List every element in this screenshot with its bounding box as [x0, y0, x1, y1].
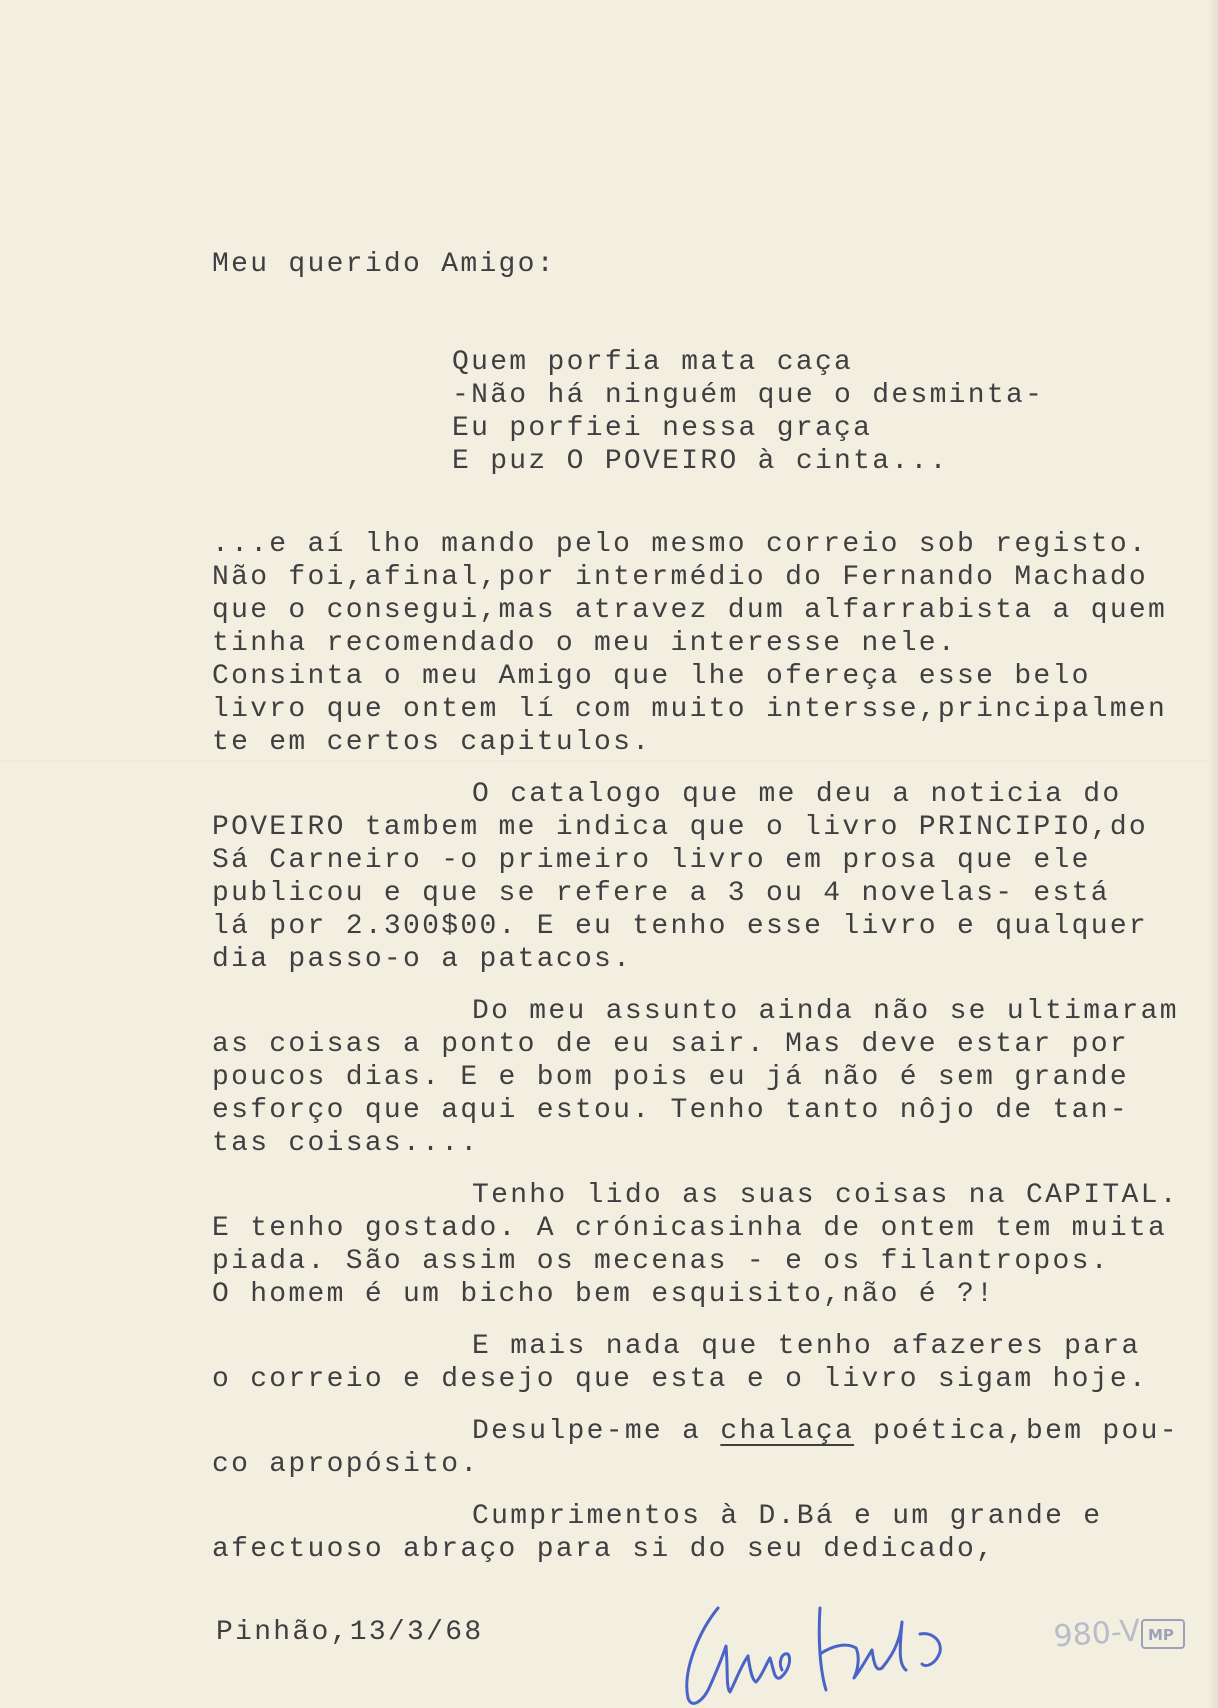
text-line: publicou e que se refere a 3 ou 4 novelas- está — [212, 878, 1110, 909]
text-line: co apropósito. — [212, 1449, 480, 1480]
text-line: E tenho gostado. A crónicasinha de ontem tem muita — [212, 1213, 1168, 1244]
verse-line: Eu porfiei nessa graça — [452, 413, 873, 444]
text-line: dia passo-o a patacos. — [212, 944, 633, 975]
text-line: O homem é um bicho bem esquisito,não é ?! — [212, 1279, 996, 1310]
text-line: Consinta o meu Amigo que lhe ofereça esse belo — [212, 661, 1091, 692]
text-line: tinha recomendado o meu interesse nele. — [212, 628, 958, 659]
text-line: te em certos capitulos. — [212, 727, 652, 758]
text-line: piada. São assim os mecenas - e os filantropos. — [212, 1246, 1110, 1277]
text-line: Do meu assunto ainda não se ultimaram — [472, 996, 1179, 1027]
text-line: Sá Carneiro -o primeiro livro em prosa que ele — [212, 845, 1091, 876]
text-line: tas coisas.... — [212, 1128, 480, 1159]
text-line — [472, 1415, 1179, 1448]
text-line: lá por 2.300$00. E eu tenho esse livro e qualquer — [212, 911, 1149, 942]
verse-line: E puz O POVEIRO à cinta... — [452, 446, 949, 477]
greeting: Meu querido Amigo: — [212, 249, 556, 280]
verse-line: -Não há ninguém que o desminta- — [452, 380, 1045, 411]
text-line: Não foi,afinal,por intermédio do Fernando Machado — [212, 562, 1149, 593]
paper-edge — [1208, 0, 1218, 1708]
text-line: POVEIRO tambem me indica que o livro PRINCIPIO,do — [212, 812, 1149, 843]
fold-crease — [0, 760, 1218, 762]
verse-line: Quem porfia mata caça — [452, 347, 854, 378]
text-line: O catalogo que me deu a noticia do — [472, 779, 1122, 810]
stamp-label: MP — [1148, 1626, 1174, 1644]
text-segment: poética,bem pou- — [854, 1416, 1179, 1447]
text-line: Tenho lido as suas coisas na CAPITAL. — [472, 1180, 1179, 1211]
pencil-number: 980-V — [1052, 1613, 1142, 1655]
text-line: livro que ontem lí com muito intersse,principalmen — [212, 694, 1168, 725]
text-line: esforço que aqui estou. Tenho tanto nôjo de tan- — [212, 1095, 1129, 1126]
underlined-word: chalaça — [720, 1416, 855, 1447]
text-segment: Desulpe-me a — [472, 1416, 721, 1447]
archive-mark — [1050, 1600, 1210, 1670]
text-line: ...e aí lho mando pelo mesmo correio sob registo. — [212, 529, 1149, 560]
text-line: afectuoso abraço para si do seu dedicado, — [212, 1534, 996, 1565]
signature — [670, 1560, 970, 1708]
text-line: que o consegui,mas atravez dum alfarrabista a quem — [212, 595, 1168, 626]
text-line: E mais nada que tenho afazeres para — [472, 1331, 1141, 1362]
text-line: poucos dias. E e bom pois eu já não é sem grande — [212, 1062, 1129, 1093]
text-line: as coisas a ponto de eu sair. Mas deve estar por — [212, 1029, 1129, 1060]
place-date: Pinhão,13/3/68 — [216, 1617, 484, 1648]
text-line: o correio e desejo que esta e o livro sigam hoje. — [212, 1364, 1149, 1395]
text-line: Cumprimentos à D.Bá e um grande e — [472, 1501, 1103, 1532]
